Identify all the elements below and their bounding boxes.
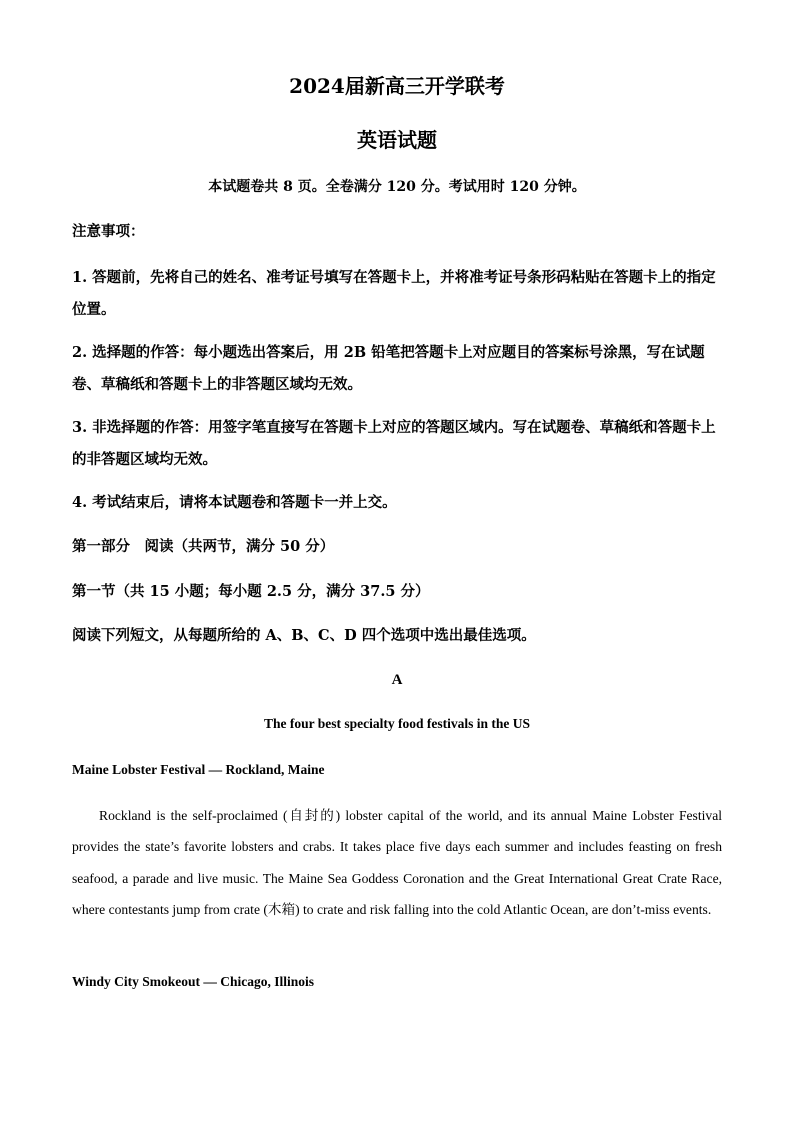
notice-item-2: 2. 选择题的作答：每小题选出答案后，用 2B 铅笔把答题卡上对应题目的答案标号涂黑，写在试题卷、草稿纸和答题卡上的非答题区域均无效。 [72, 344, 705, 393]
notice-item-1: 1. 答题前，先将自己的姓名、准考证号填写在答题卡上，并将准考证号条形码粘贴在答题卡上的指定位置。 [72, 269, 716, 318]
exam-subject: 英语试题 [357, 128, 437, 152]
reading-instruction: 阅读下列短文，从每题所给的 A、B、C、D 四个选项中选出最佳选项。 [72, 627, 536, 644]
passage-label: A [391, 672, 403, 688]
section1-title: 第一节（共 15 小题；每小题 2.5 分，满分 37.5 分） [72, 583, 430, 600]
passage-title: The four best specialty food festivals in the US [263, 716, 530, 731]
notice-item-3: 3. 非选择题的作答：用签字笔直接写在答题卡上对应的答题区域内。写在试题卷、草稿纸和答题卡上的非答题区域均无效。 [72, 419, 716, 468]
festival-heading-1: Maine Lobster Festival — Rockland, Maine [72, 762, 325, 777]
exam-title: 2024届新高三开学联考 [289, 74, 505, 98]
notice-item-4: 4. 考试结束后，请将本试题卷和答题卡一并上交。 [72, 494, 397, 511]
part1-title: 第一部分 阅读（共两节，满分 50 分） [72, 538, 335, 555]
festival-paragraph-1: Rockland is the self-proclaimed (自封的) lobster capital of the world, and its annual Maine Lobster Festival provides the state’s favorite lobsters and crabs. It takes place five days each summer and includes feasting on fresh seafood, a parade and live music. The Maine Sea Goddess Coronation and the Great International Great Crate Race, where contestants jump from crate (木箱) to crate and risk falling into the cold Atlantic Ocean, are don’t-miss events. [72, 808, 722, 917]
exam-info: 本试题卷共 8 页。全卷满分 120 分。考试用时 120 分钟。 [208, 179, 586, 195]
festival-heading-2: Windy City Smokeout — Chicago, Illinois [72, 974, 315, 989]
notice-title: 注意事项： [72, 223, 145, 240]
